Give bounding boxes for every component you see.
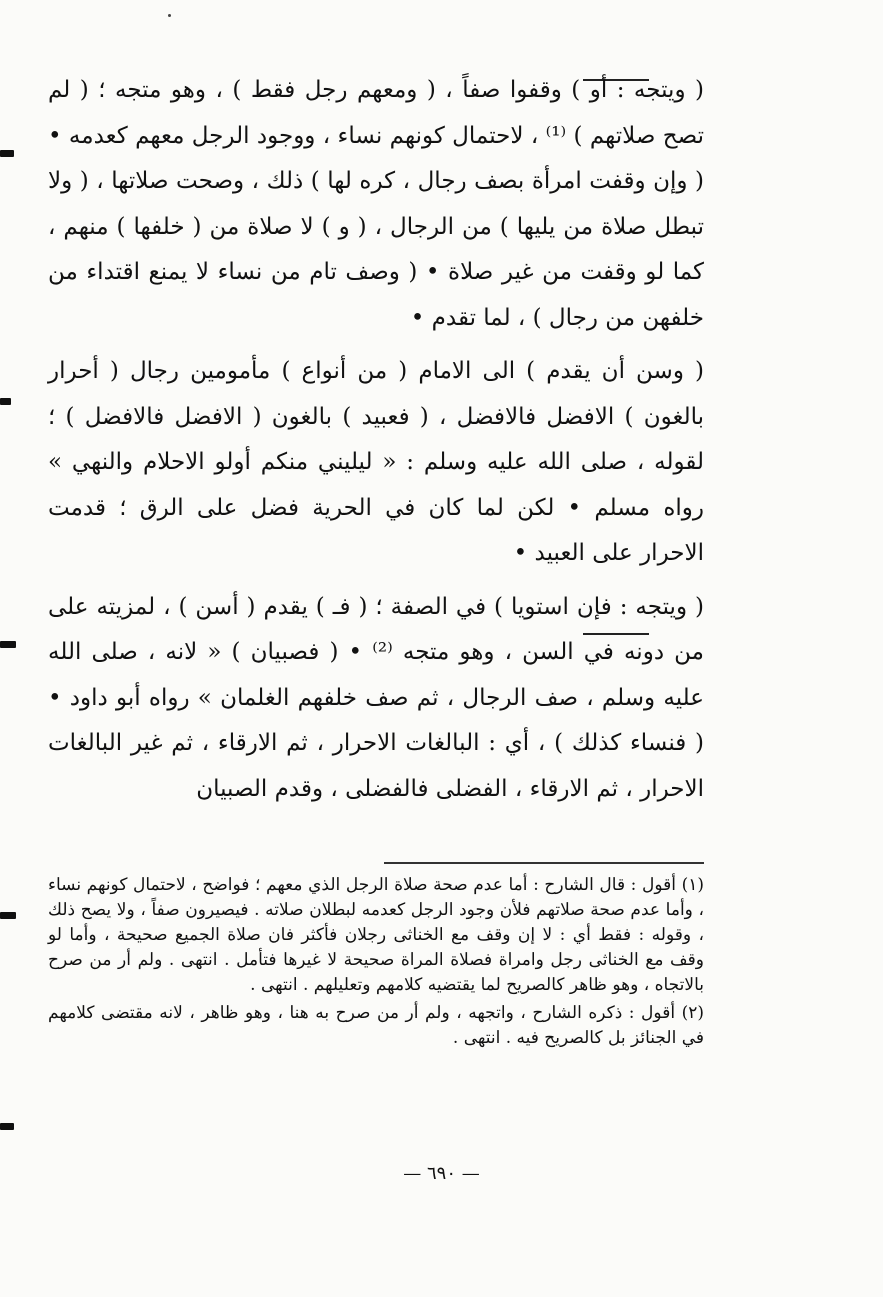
scan-edge-mark <box>0 641 16 648</box>
scan-speck <box>168 14 171 17</box>
main-text <box>48 68 704 812</box>
scan-edge-mark <box>0 912 16 919</box>
footnotes <box>48 873 704 1051</box>
scan-edge-mark <box>0 150 14 157</box>
page-number: — ٦٩٠ — <box>403 1163 480 1184</box>
footnote: (٢) أقول : ذكره الشارح ، واتجهه ، ولم أر من صرح به هنا ، وهو ظاهر ، لانه مقتضى كلامهم في الجنائز بل كالصريح فيه . انتهى . <box>48 1003 704 1048</box>
paragraph: ( ويتجه : فإن استويا ) في الصفة ؛ ( فـ ) يقدم ( أسن ) ، لمزيته على من دونه في السن ، وهو متجه ⁽²⁾ • ( فصبيان ) « لانه ، صلى الله عليه وسلم ، صف الرجال ، ثم صف خلفهم الغلمان » رواه أبو داود • ( فنساء كذلك ) ، أي : البالغات الاحرار ، ثم الارقاء ، ثم غير البالغات الاحرار ، ثم الارقاء ، الفضلى فالفضلى ، وقدم الصبيان <box>48 593 704 802</box>
footnote-separator <box>384 862 704 864</box>
footnote: (١) أقول : قال الشارح : أما عدم صحة صلاة الرجل الذي معهم ؛ فواضح ، لاحتمال كونهم نساء ، وأما عدم صحة صلاتهم فلأن وجود الرجل كعدمه لبطلان صلاته . فيصيرون صفاً ، ولا يصح ذلك ، وقوله : فقط أي : لا إن وقف مع الخناثى رجلان فأكثر فان صلاة الجميع صحيحة ، وأما لو وقف مع الخناثى رجل وامراة فصلاة المراة صحيحة لا غيرها فتأمل . انتهى . ولم أر من صرح بالاتجاه ، وهو ظاهر كالصريح لما يقتضيه كلامهم وتعليلهم . انتهى . <box>48 875 704 995</box>
scan-edge-mark <box>0 398 11 405</box>
paragraph: ( وسن أن يقدم ) الى الامام ( من أنواع ) مأمومين رجال ( أحرار بالغون ) الافضل فالافضل ، ( فعبيد ) بالغون ( الافضل فالافضل ) ؛ لقوله ، صلى الله عليه وسلم : « ليليني منكم أولو الاحلام والنهي » رواه مسلم • لكن لما كان في الحرية فضل على الرق ؛ قدمت الاحرار على العبيد • <box>48 358 704 566</box>
scan-edge-mark <box>0 1123 14 1130</box>
paragraph: ( ويتجه : أو ) وقفوا صفاً ، ( ومعهم رجل فقط ) ، وهو متجه ؛ ( لم تصح صلاتهم ) ⁽¹⁾ ، لاحتمال كونهم نساء ، ووجود الرجل معهم كعدمه • ( وإن وقفت امرأة بصف رجال ، كره لها ) ذلك ، وصحت صلاتها ، ( ولا تبطل صلاة من يليها ) من الرجال ، ( و ) لا صلاة من ( خلفها ) منهم ، كما لو وقفت من غير صلاة • ( وصف تام من نساء لا يمنع اقتداء من خلفهن من رجال ) ، لما تقدم • <box>48 77 704 331</box>
